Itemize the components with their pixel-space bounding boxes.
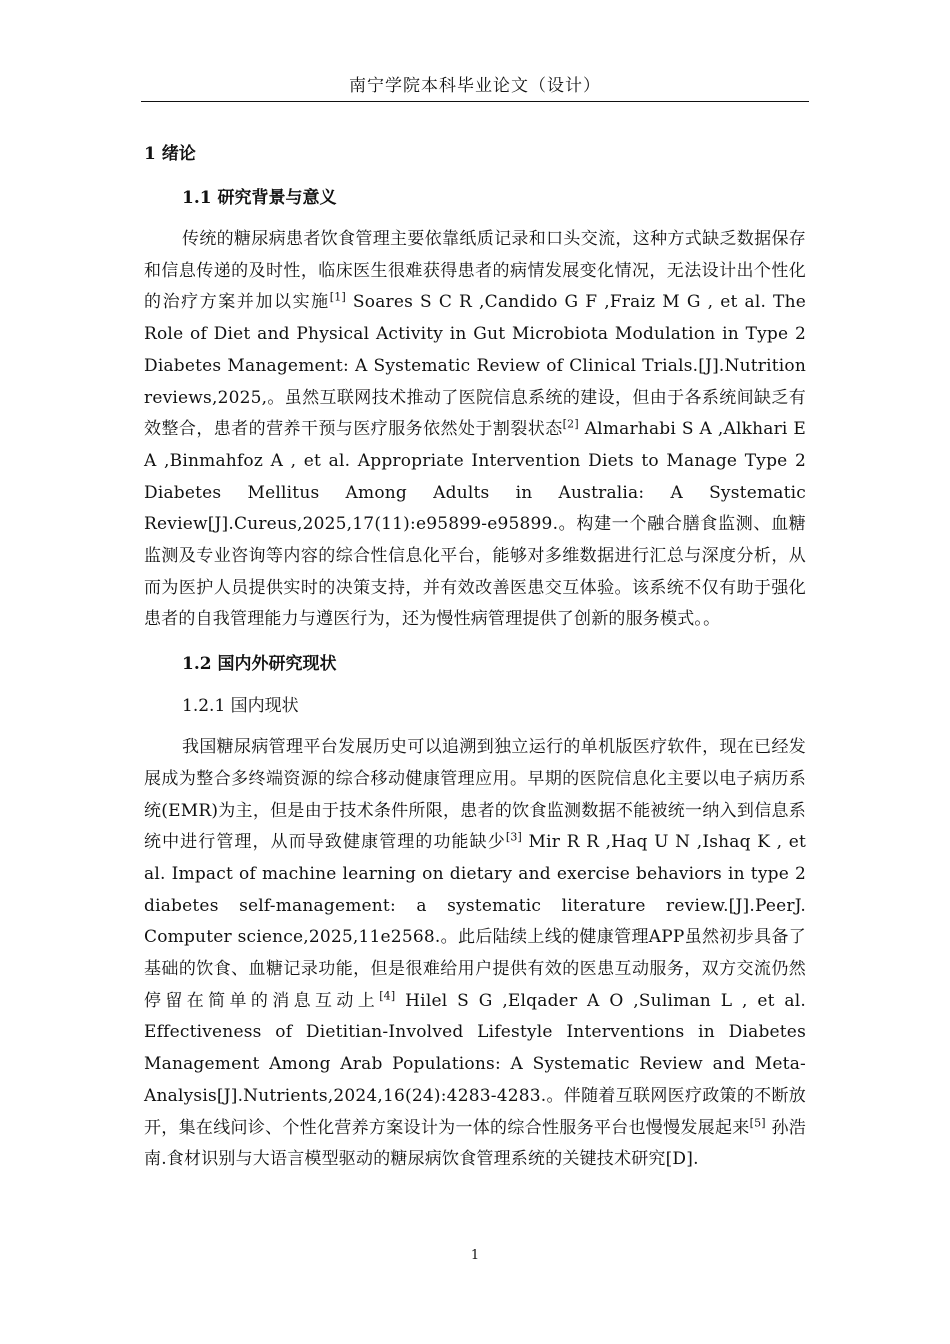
citation-5: [5] [749, 1115, 766, 1129]
citation-2: [2] [562, 417, 579, 431]
paragraph-text: 传统的糖尿病患者饮食管理主要依靠纸质记录和口头交流，这种方式缺乏数据保存和信息传递的及时性，临床医生很难获得患者的病情发展变化情况，无法设计出个性化的治疗方案并加以实施 [144, 229, 806, 313]
paragraph-domestic-status [144, 732, 806, 1176]
paragraph-text: 我国糖尿病管理平台发展历史可以追溯到独立运行的单机版医疗软件，现在已经发展成为整合多终端资源的综合移动健康管理应用。早期的医院信息化主要以电子病历系统(EMR)为主，但是由于技术条件所限，患者的饮食监测数据不能被统一纳入到信息系统中进行管理，从而导致健康管理的功能缺少 [144, 737, 806, 853]
paragraph-background [144, 224, 806, 636]
reference-text-1: Soares S C R ,Candido G F ,Fraiz M G , et al. The Role of Diet and Physical Activity in Gut Microbiota Modulation in Type 2 Diabetes Management: A Systematic Review of Clinical Trials.[J].Nutrition reviews,2025,。虽然互联网技术推动了医院信息系统的建设，但由于各系统间缺乏有效整合，患者的营养干预与医疗服务依然处于割裂状态 [144, 292, 806, 440]
reference-text-3: Mir R R ,Haq U N ,Ishaq K , et al. Impact of machine learning on dietary and exercise behaviors in type 2 diabetes self-management: a systematic literature review.[J].PeerJ. Computer science,2025,11e2568.。此后陆续上线的健康管理APP虽然初步具备了基础的饮食、血糖记录功能，但是很难给用户提供有效的医患互动服务，双方交流仍然停留在简单的消息互动上 [144, 832, 807, 1011]
citation-4: [4] [379, 989, 396, 1003]
citation-1: [1] [329, 290, 346, 304]
page-number: 1 [470, 1248, 480, 1263]
citation-3: [3] [505, 830, 523, 844]
reference-text-5: 孙浩南.食材识别与大语言模型驱动的糖尿病饮食管理系统的关键技术研究[D]. [144, 1117, 806, 1170]
section-heading-1-1: 1.1 研究背景与意义 [182, 188, 337, 208]
reference-text-4: Hilel S G ,Elqader A O ,Suliman L , et al. Effectiveness of Dietitian-Involved Lifestyle Interventions in Diabetes Management Among Arab Populations: A Systematic Review and Meta-Analysis[J].Nutrients,2024,16(24):4283-4283.。伴随着互联网医疗政策的不断放开，集在线问诊、个性化营养方案设计为一体的综合性服务平台也慢慢发展起来 [144, 990, 807, 1138]
reference-text-2: Almarhabi S A ,Alkhari E A ,Binmahfoz A , et al. Appropriate Intervention Diets to Manage Type 2 Diabetes Mellitus Among Adults in Australia: A Systematic Review[J].Cureus,2025,17(11):e95899-e95899.。构建一个融合膳食监测、血糖监测及专业咨询等内容的综合性信息化平台，能够对多维数据进行汇总与深度分析，从而为医护人员提供实时的决策支持，并有效改善医患交互体验。该系统不仅有助于强化患者的自我管理能力与遵医行为，还为慢性病管理提供了创新的服务模式。。 [144, 419, 806, 630]
page-content [144, 138, 806, 1188]
page-header: 南宁学院本科毕业论文（设计） [141, 70, 809, 102]
section-heading-1-2-1: 1.2.1 国内现状 [182, 696, 299, 717]
section-heading-1-2: 1.2 国内外研究现状 [182, 654, 337, 675]
section-heading-1: 1 绪论 [144, 144, 196, 164]
